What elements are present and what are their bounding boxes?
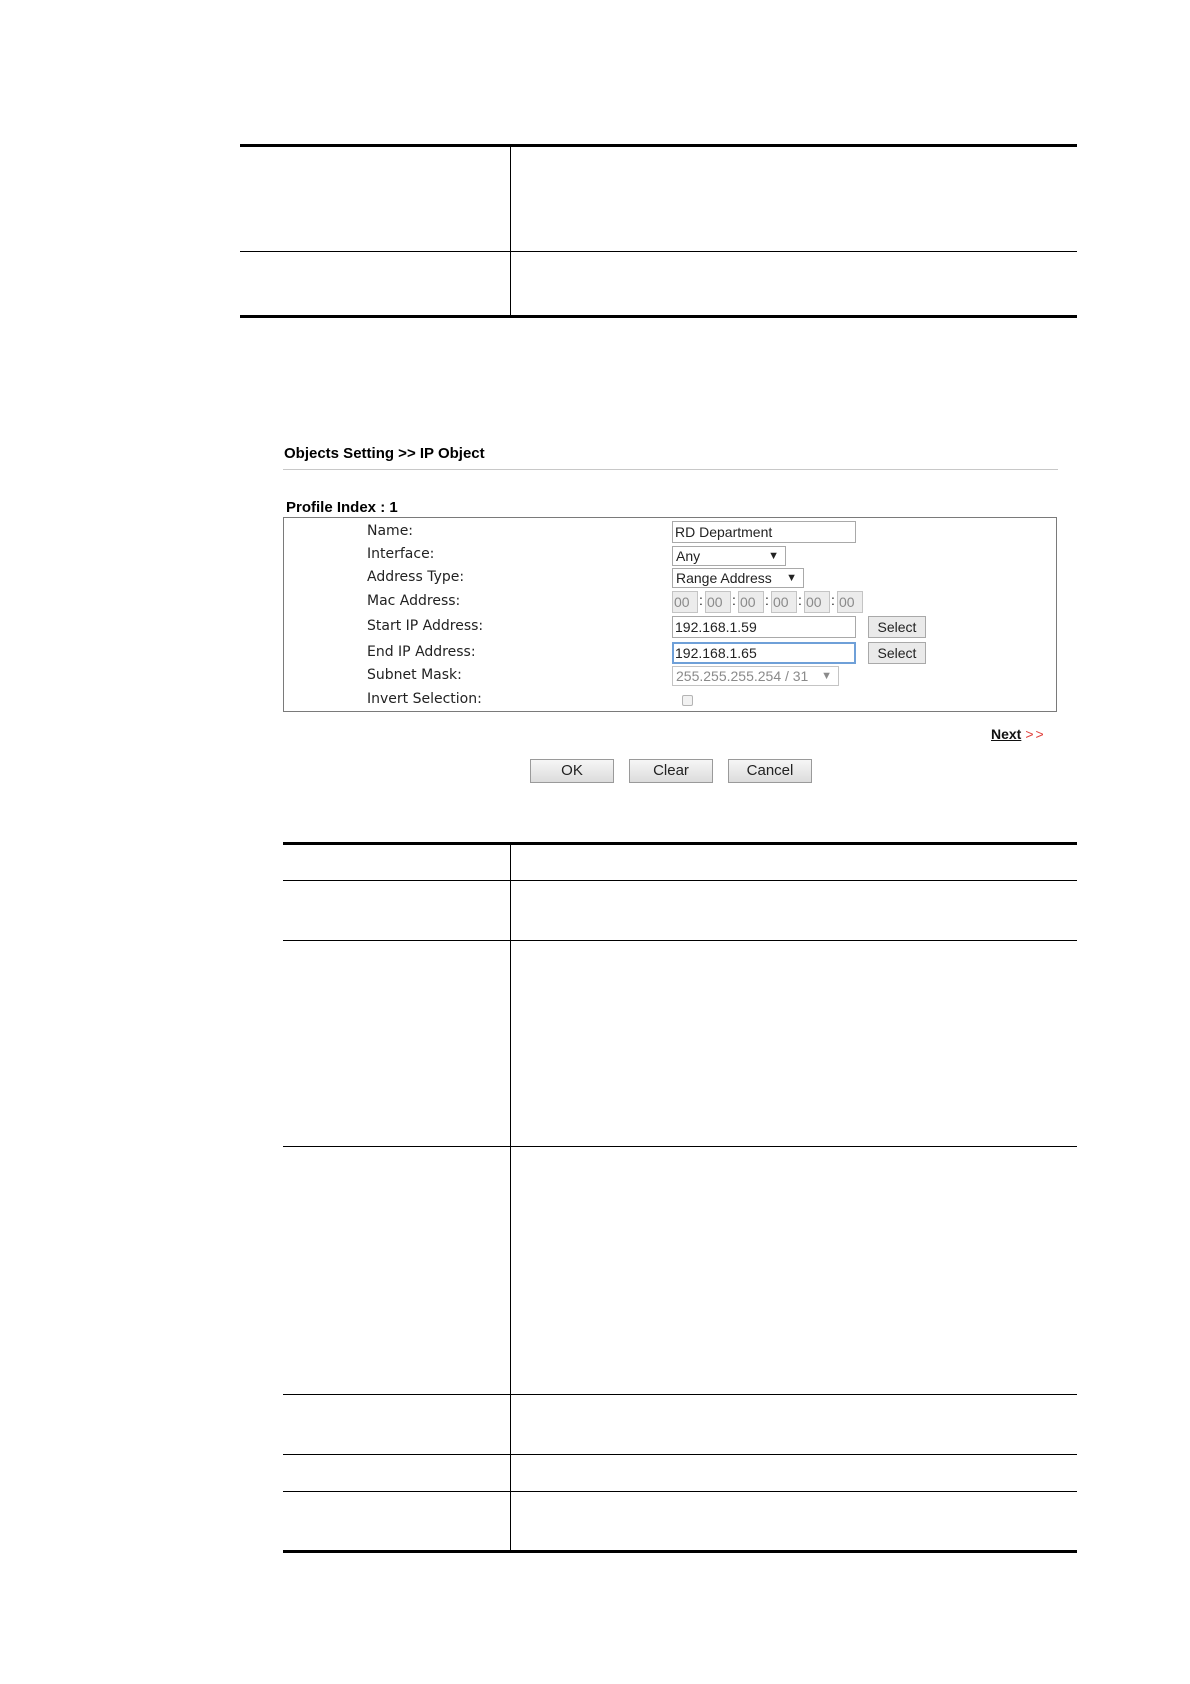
table-cell: [283, 1492, 511, 1552]
table-cell: [283, 844, 511, 881]
name-input[interactable]: RD Department: [672, 521, 856, 543]
table-cell: [511, 881, 1078, 941]
triangle-down-icon: ▼: [786, 572, 797, 584]
mac-separator: :: [732, 592, 736, 608]
double-chevron-right-icon: >>: [1025, 726, 1046, 742]
mac-octet-input[interactable]: 00: [771, 591, 797, 613]
table-cell: [283, 881, 511, 941]
mac-octet-input[interactable]: 00: [705, 591, 731, 613]
breadcrumb-divider: [283, 469, 1058, 470]
mac-separator: :: [699, 592, 703, 608]
subnet-mask-select[interactable]: [672, 666, 839, 686]
table-cell: [511, 1455, 1078, 1492]
table-cell: [511, 1147, 1078, 1395]
table-cell: [240, 146, 511, 252]
table-cell: [511, 1492, 1078, 1552]
mac-octet-input[interactable]: 00: [804, 591, 830, 613]
address-type-label: Address Type:: [367, 569, 465, 585]
table-cell: [511, 844, 1078, 881]
start-ip-label: Start IP Address:: [367, 618, 484, 634]
profile-form: [283, 517, 1057, 712]
end-ip-select-button[interactable]: Select: [868, 642, 926, 664]
table-cell: [283, 1455, 511, 1492]
profile-index-title: Profile Index : 1: [286, 499, 398, 516]
interface-label: Interface:: [367, 546, 435, 562]
cancel-button[interactable]: Cancel: [728, 759, 812, 783]
end-ip-input[interactable]: 192.168.1.65: [672, 642, 856, 664]
doc-table-bottom: [283, 842, 1077, 1553]
next-link[interactable]: [991, 726, 1046, 742]
end-ip-label: End IP Address:: [367, 644, 476, 660]
table-cell: [283, 1147, 511, 1395]
mac-address-label: Mac Address:: [367, 593, 461, 609]
doc-table-top: [240, 144, 1077, 318]
table-cell: [511, 941, 1078, 1147]
mac-separator: :: [765, 592, 769, 608]
table-cell: [511, 146, 1078, 252]
interface-select-value: Any: [676, 548, 701, 564]
table-cell: [240, 252, 511, 317]
address-type-select[interactable]: [672, 568, 804, 588]
mac-octet-input[interactable]: 00: [672, 591, 698, 613]
subnet-mask-select-value: 255.255.255.254 / 31: [676, 668, 809, 684]
mac-octet-input[interactable]: 00: [738, 591, 764, 613]
subnet-mask-label: Subnet Mask:: [367, 667, 462, 683]
ok-button[interactable]: OK: [530, 759, 614, 783]
triangle-down-icon: ▼: [768, 550, 779, 562]
start-ip-input[interactable]: 192.168.1.59: [672, 616, 856, 638]
name-label: Name:: [367, 523, 414, 539]
mac-separator: :: [798, 592, 802, 608]
table-cell: [511, 252, 1078, 317]
interface-select[interactable]: [672, 546, 786, 566]
table-cell: [283, 941, 511, 1147]
table-cell: [283, 1395, 511, 1455]
next-link-label: Next: [991, 726, 1022, 742]
triangle-down-icon: ▼: [821, 670, 832, 682]
table-cell: [511, 1395, 1078, 1455]
invert-selection-checkbox[interactable]: [682, 695, 693, 706]
clear-button[interactable]: Clear: [629, 759, 713, 783]
address-type-select-value: Range Address: [676, 570, 772, 586]
start-ip-select-button[interactable]: Select: [868, 616, 926, 638]
mac-separator: :: [831, 592, 835, 608]
mac-octet-input[interactable]: 00: [837, 591, 863, 613]
invert-selection-label: Invert Selection:: [367, 691, 482, 707]
breadcrumb: Objects Setting >> IP Object: [284, 445, 485, 462]
ip-object-screenshot: [283, 440, 1059, 780]
